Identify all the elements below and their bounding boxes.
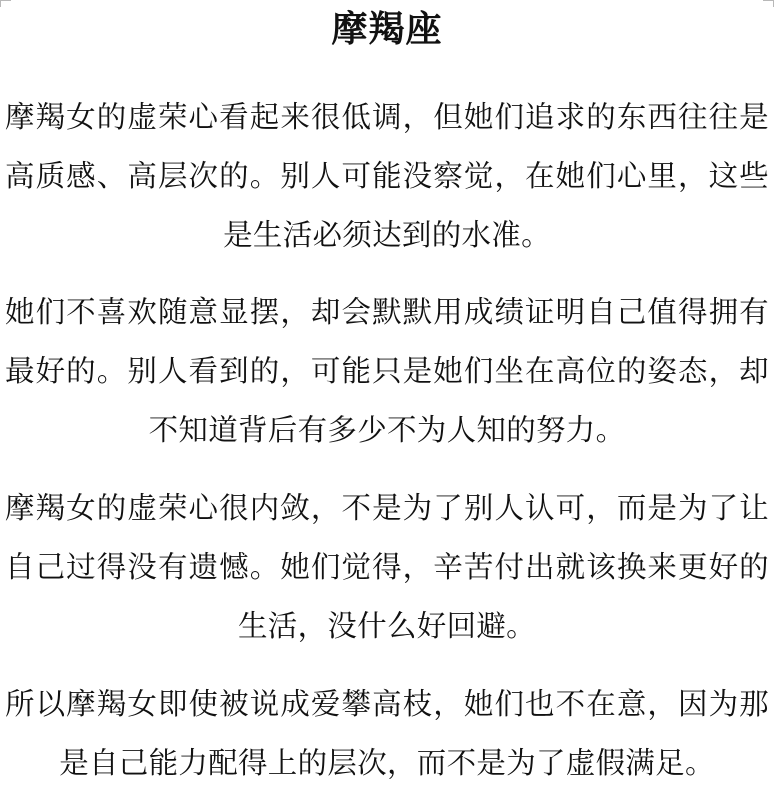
paragraph-3: 摩羯女的虚荣心很内敛，不是为了别人认可，而是为了让自己过得没有遗憾。她们觉得，辛苦付出就该换来更好的生活，没什么好回避。 (5, 491, 769, 643)
paragraph-1: 摩羯女的虚荣心看起来很低调，但她们追求的东西往往是高质感、高层次的。别人可能没察觉，在她们心里，这些是生活必须达到的水准。 (5, 100, 769, 252)
paragraph-2: 她们不喜欢随意显摆，却会默默用成绩证明自己值得拥有最好的。别人看到的，可能只是她们坐在高位的姿态，却不知道背后有多少不为人知的努力。 (5, 295, 769, 447)
paragraph-4: 所以摩羯女即使被说成爱攀高枝，她们也不在意，因为那是自己能力配得上的层次，而不是为了虚假满足。 (5, 687, 769, 780)
page-title: 摩羯座 (331, 9, 443, 50)
